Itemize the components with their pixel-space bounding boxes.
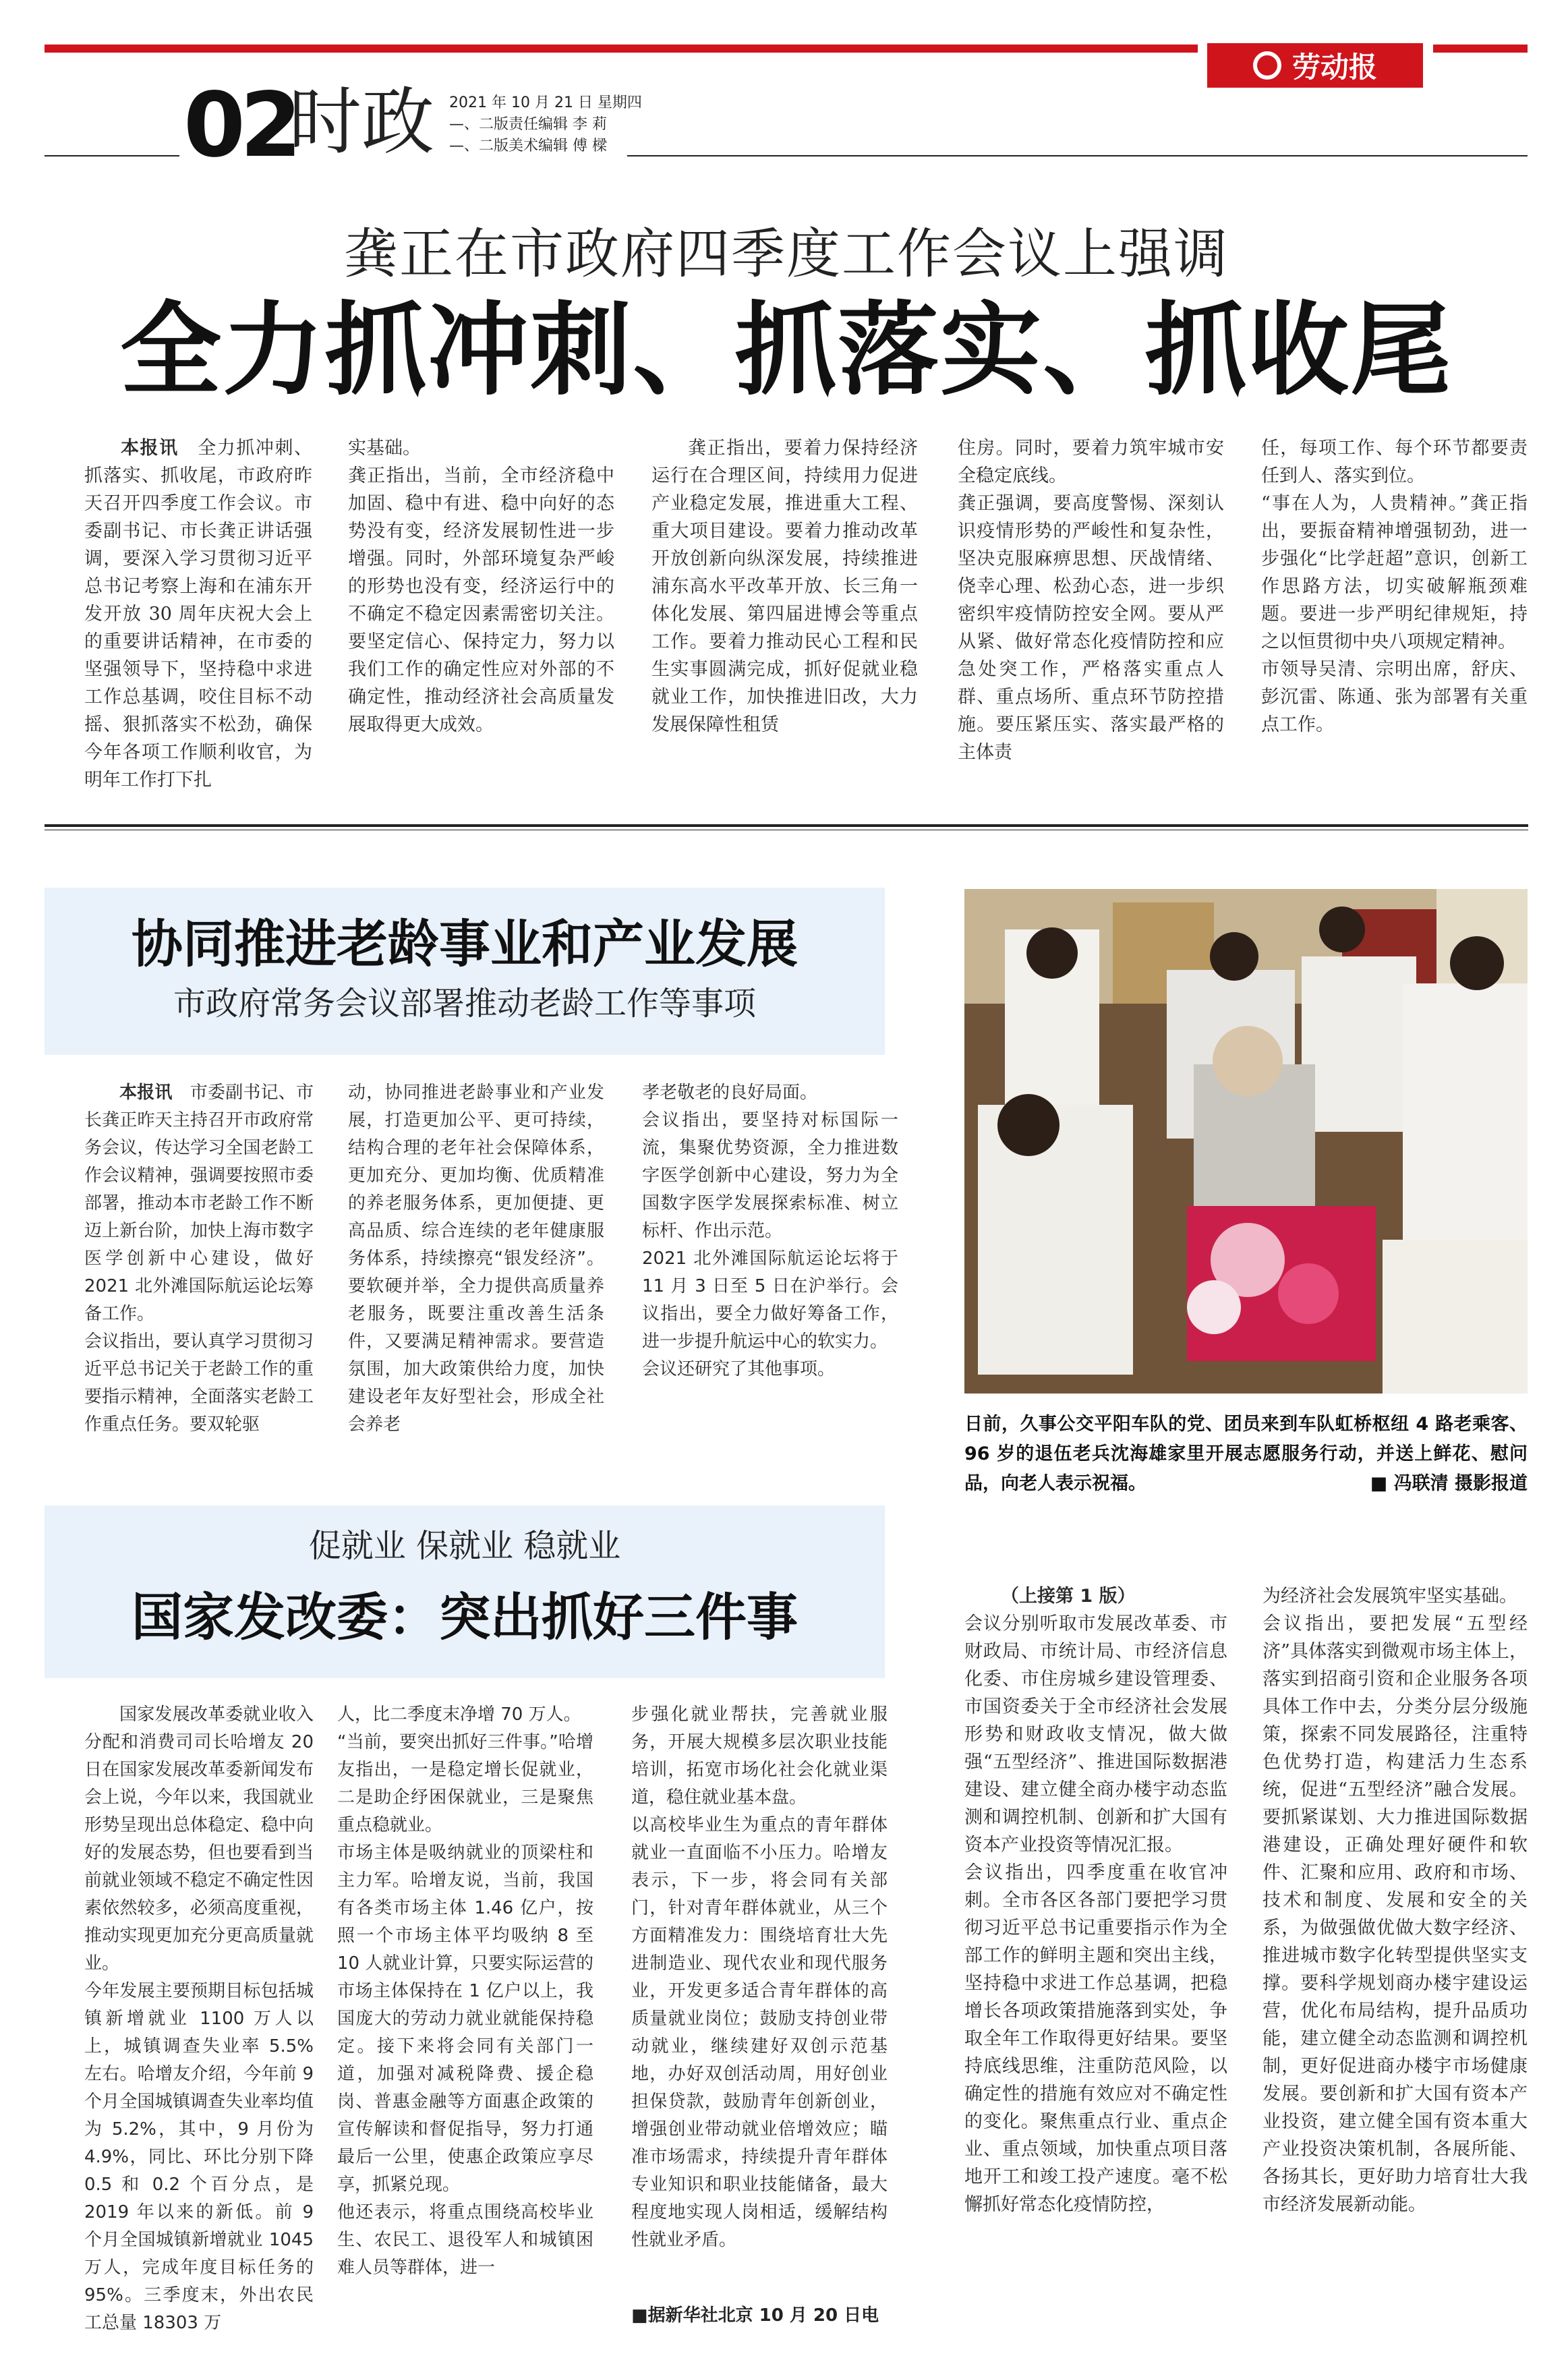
lead-label: 本报讯 — [121, 438, 179, 459]
elderly-lead-label: 本报讯 — [119, 1083, 173, 1103]
elderly-col-1: 本报讯 市委副书记、市长龚正昨天主持召开市政府常务会议，传达学习全国老龄工作会议精神，强调要按照市委部署，推动本市老龄工作不断迈上新台阶，加快上海市数字医学创新中心建设，做好 2021 北外滩国际航运论坛筹备工作。 会议指出，要认真学习贯彻习近平总书记关于老龄工作的重要指示精神，全面落实老龄工作重点任务。要双轮驱 — [84, 1083, 314, 1435]
elderly-subtitle: 市政府常务会议部署推动老龄工作等事项 — [173, 985, 756, 1023]
elderly-col-3: 孝老敬老的良好局面。 会议指出，要坚持对标国际一流，集聚优势资源，全力推进数字医学创新中心建设，努力为全国数字医学发展探索标准、树立标杆、作出示范。 2021 北外滩国际航运论坛将于 11 月 3 日至 5 日在沪举行。会议指出，要全力做好筹备工作，进一步提升航运中心的软实力。 会议还研究了其他事项。 — [642, 1083, 898, 1379]
jobs-title-box — [45, 1505, 885, 1678]
section-name: 时政 — [289, 80, 435, 165]
lead-headline: 全力抓冲刺、抓落实、抓收尾 — [119, 291, 1453, 409]
lead-col-5: 任，每项工作、每个环节都要责任到人、落实到位。 “事在人为，人贵精神。”龚正指出，要振奋精神增强韧劲，进一步强化“比学赶超”意识，创新工作思路方法，切实破解瓶颈难题。要进一步严明纪律规矩，持之以恒贯彻中央八项规定精神。 市领导吴清、宗明出席，舒庆、彭沉雷、陈通、张为部署有关重点工作。 — [1261, 438, 1528, 735]
editor-credit: —、二版责任编辑 李 莉 — [449, 116, 607, 133]
top-red-rule — [45, 45, 1198, 53]
logo-red-rule — [1433, 45, 1528, 53]
lead-col-1: 本报讯 全力抓冲刺、抓落实、抓收尾，市政府昨天召开四季度工作会议。市委副书记、市长龚正讲话强调，要深入学习贯彻习近平总书记考察上海和在浦东开发开放 30 周年庆祝大会上的重要讲话精神，在市委的坚强领导下，坚持稳中求进工作总基调，咬住目标不动摇、狠抓落实不松劲，确保今年各项工作顺利收官，为明年工作打下扎 — [84, 438, 313, 791]
logo-text: 劳动报 — [1291, 51, 1377, 84]
elderly-title-box — [45, 888, 885, 1055]
logo-mark-icon — [1253, 51, 1281, 80]
art-editor-credit: —、二版美术编辑 傅 樑 — [449, 138, 607, 154]
jobs-kicker: 促就业 保就业 稳就业 — [308, 1527, 621, 1565]
masthead-underline-right — [627, 155, 1528, 156]
page-number: 02 — [183, 74, 297, 177]
jobs-col-3: 步强化就业帮扶，完善就业服务，开展大规模多层次职业技能培训，拓宽市场化社会化就业渠道，稳住就业基本盘。 以高校毕业生为重点的青年群体就业一直面临不小压力。哈增友表示，下一步，将会同有关部门，针对青年群体就业，从三个方面精准发力：围绕培育壮大先进制造业、现代农业和现代服务业，开发更多适合青年群体的高质量就业岗位；鼓励支持创业带动就业，继续建好双创示范基地，办好双创活动周，用好创业担保贷款，鼓励青年创新创业，增强创业带动就业倍增效应；瞄准市场需求，持续提升青年群体专业知识和职业技能储备，最大程度地实现人岗相适，缓解结构性就业矛盾。 — [631, 1704, 888, 2250]
continued-col-2: 为经济社会发展筑牢坚实基础。 会议指出，要把发展“五型经济”具体落实到微观市场主体上，落实到招商引资和企业服务各项具体工作中去，分类分层分级施策，探索不同发展路径，注重特色优势打造，构建活力生态系统，促进“五型经济”融合发展。要抓紧谋划、大力推进国际数据港建设，正确处理好硬件和软件、汇聚和应用、政府和市场、技术和制度、发展和安全的关系，为做强做优做大数字经济、推进城市数字化转型提供坚实支撑。要科学规划商办楼宇建设运营，优化布局结构，提升品质功能，建立健全动态监测和调控机制，更好促进商办楼宇市场健康发展。要创新和扩大国有资本产业投资，建立健全国有资本重大产业投资决策机制，各展所能、各扬其长，更好助力培育壮大我市经济发展新动能。 — [1262, 1586, 1528, 2215]
elderly-title: 协同推进老龄事业和产业发展 — [132, 914, 798, 974]
jobs-col-1: 国家发展改革委就业收入分配和消费司司长哈增友 20 日在国家发展改革委新闻发布会上说，今年以来，我国就业形势呈现出总体稳定、稳中向好的发展态势，但也要看到当前就业领域不稳定不确定性因素依然较多，必须高度重视，推动实现更加充分更高质量就业。 今年发展主要预期目标包括城镇新增就业 1100 万人以上，城镇调查失业率 5.5% 左右。哈增友介绍，今年前 9 个月全国城镇调查失业率均值为 5.2%，其中，9 月份为 4.9%，同比、环比分别下降 0.5 和 0.2 个百分点，是 2019 年以来的新低。前 9 个月全国城镇新增就业 1045 万人，完成年度目标任务的 95%。三季度末，外出农民工总量 18303 万 — [84, 1704, 314, 2333]
photo-credit: ■ 冯联清 摄影报道 — [1370, 1473, 1528, 1494]
photo-caption: 日前，久事公交平阳车队的党、团员来到车队虹桥枢纽 4 路老乘客、96 岁的退伍老兵沈海雄家里开展志愿服务行动，并送上鲜花、慰问品，向老人表示祝福。 ■ 冯联清 摄影报道 — [964, 1410, 1528, 1499]
jump-label: （上接第 1 版） — [1001, 1586, 1136, 1607]
jobs-col-2: 人，比二季度末净增 70 万人。 “当前，要突出抓好三件事。”哈增友指出，一是稳定增长促就业，二是助企纾困保就业，三是聚焦重点稳就业。 市场主体是吸纳就业的顶梁柱和主力军。哈增友说，当前，我国有各类市场主体 1.46 亿户，按照一个市场主体平均吸纳 8 至 10 人就业计算，只要实际运营的市场主体保持在 1 亿户以上，我国庞大的劳动力就业就能保持稳定。接下来将会同有关部门一道，加强对减税降费、援企稳岗、普惠金融等方面惠企政策的宣传解读和督促指导，努力打通最后一公里，使惠企政策应享尽享，抓紧兑现。 他还表示，将重点围绕高校毕业生、农民工、退役军人和城镇困难人员等群体，进一 — [337, 1704, 593, 2278]
issue-date: 2021 年 10 月 21 日 星期四 — [449, 94, 642, 111]
elderly-col-2: 动，协同推进老龄事业和产业发展，打造更加公平、更可持续，结构合理的老年社会保障体系，更加充分、更加均衡、优质精准的养老服务体系，更加便捷、更高品质、综合连续的老年健康服务体系，持续擦亮“银发经济”。要软硬并举，全力提供高质量养老服务，既要注重改善生活条件，又要满足精神需求。要营造氛围，加大政策供给力度，加快建设老年友好型社会，形成全社会养老 — [348, 1083, 604, 1435]
jobs-dateline: ■据新华社北京 10 月 20 日电 — [631, 2305, 879, 2326]
lead-col-4: 住房。同时，要着力筑牢城市安全稳定底线。 龚正强调，要高度警惕、深刻认识疫情形势的严峻性和复杂性，坚决克服麻痹思想、厌战情绪、侥幸心理、松劲心态，进一步织密织牢疫情防控安全网。要从严从紧、做好常态化疫情防控和应急处突工作，严格落实重点人群、重点场所、重点环节防控措施。要压紧压实、落实最严格的主体责 — [958, 438, 1224, 763]
lead-kicker: 龚正在市政府四季度工作会议上强调 — [344, 223, 1229, 285]
photo-illustration — [964, 889, 1528, 1394]
lead-col-3: 龚正指出，要着力保持经济运行在合理区间，持续用力促进产业稳定发展，推进重大工程、重大项目建设。要着力推动改革开放创新向纵深发展，持续推进浦东高水平改革开放、长三角一体化发展、第四届进博会等重点工作。要着力推动民心工程和民生实事圆满完成，抓好促就业稳就业工作，加快推进旧改，大力发展保障性租赁 — [651, 438, 918, 735]
section-divider — [45, 824, 1528, 830]
masthead-underline-left — [45, 155, 179, 156]
masthead-logo[interactable] — [1207, 43, 1423, 88]
lead-col-2: 实基础。 龚正指出，当前，全市经济稳中加固、稳中有进、稳中向好的态势没有变，经济发展韧性进一步增强。同时，外部环境复杂严峻的形势也没有变，经济运行中的不确定不稳定因素需密切关注。要坚定信心、保持定力，努力以我们工作的确定性应对外部的不确定性，推动经济社会高质量发展取得更大成效。 — [348, 438, 614, 735]
news-photo — [964, 889, 1528, 1394]
jobs-title: 国家发改委：突出抓好三件事 — [132, 1587, 798, 1647]
continued-col-1: （上接第 1 版） 会议分别听取市发展改革委、市财政局、市统计局、市经济信息化委、市住房城乡建设管理委、市国资委关于全市经济社会发展形势和财政收支情况，做大做强“五型经济”、推进国际数据港建设、建立健全商办楼宇动态监测和调控机制、创新和扩大国有资本产业投资等情况汇报。 会议指出，四季度重在收官冲刺。全市各区各部门要把学习贯彻习近平总书记重要指示作为全部工作的鲜明主题和突出主线，坚持稳中求进工作总基调，把稳增长各项政策措施落到实处，争取全年工作取得更好结果。要坚持底线思维，注重防范风险，以确定性的措施有效应对不确定性的变化。聚焦重点行业、重点企业、重点领域，加快重点项目落地开工和竣工投产速度。毫不松懈抓好常态化疫情防控， — [964, 1586, 1227, 2215]
